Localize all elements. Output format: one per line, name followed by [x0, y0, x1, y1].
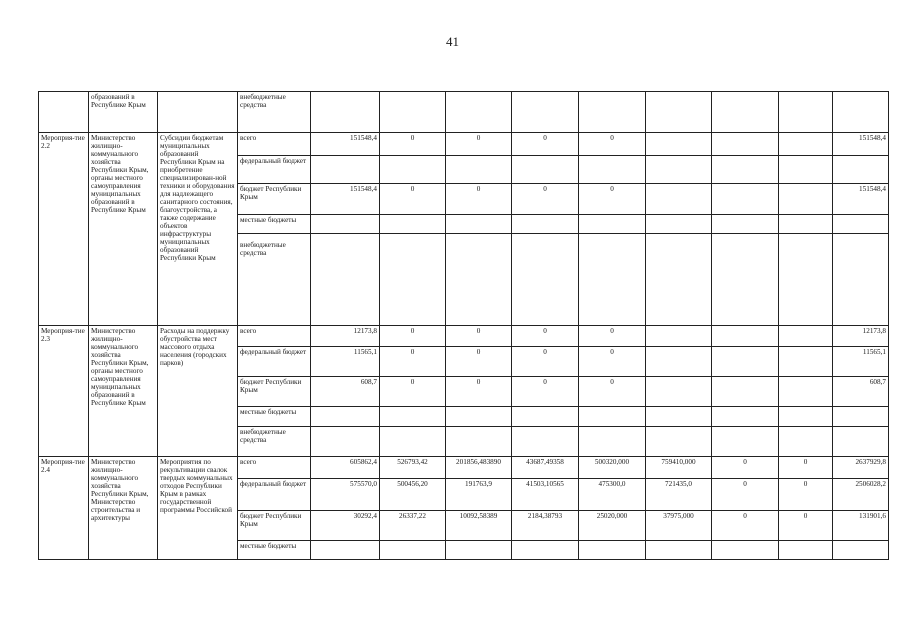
- funding-type-cell: всего: [238, 133, 311, 156]
- value-cell: 0: [512, 133, 579, 156]
- value-cell: [646, 133, 712, 156]
- sum-cell: 12173,8: [833, 326, 889, 347]
- value-cell: 37975,000: [646, 511, 712, 541]
- value-cell: 526793,42: [380, 457, 446, 479]
- activity-label: Мероприя-тие 2.3: [39, 326, 89, 457]
- total-cell: 575570,0: [311, 479, 380, 511]
- value-cell: 0: [579, 184, 646, 215]
- funding-type-cell: всего: [238, 457, 311, 479]
- value-cell: 759410,000: [646, 457, 712, 479]
- total-cell: 30292,4: [311, 511, 380, 541]
- value-cell: 0: [380, 326, 446, 347]
- value-cell: 26337,22: [380, 511, 446, 541]
- table-row: [39, 92, 889, 133]
- funding-type-cell: местные бюджеты: [238, 215, 311, 234]
- funding-type-cell: федеральный бюджет: [238, 479, 311, 511]
- page-number: 41: [446, 34, 459, 49]
- value-cell: 0: [579, 377, 646, 407]
- table-row: [39, 457, 889, 479]
- executor-cell: образований в Республике Крым: [89, 92, 158, 133]
- value-cell: [646, 184, 712, 215]
- activity-label: Мероприя-тие 2.2: [39, 133, 89, 326]
- value-cell: 721435,0: [646, 479, 712, 511]
- table-row: [39, 326, 889, 347]
- value-cell: 0: [380, 347, 446, 377]
- executor-cell: Министерство жилищно-коммунального хозяйства Республики Крым, Министерство строительства и архитектуры: [89, 457, 158, 560]
- value-cell: 0: [712, 511, 779, 541]
- sum-cell: 2506028,2: [833, 479, 889, 511]
- funding-type-cell: внебюджетные средства: [238, 427, 311, 457]
- value-cell: [712, 133, 779, 156]
- sum-cell: 151548,4: [833, 184, 889, 215]
- row-label-cell: [39, 92, 89, 133]
- executor-cell: Министерство жилищно-коммунального хозяйства Республики Крым, органы местного самоуправления муниципальных образований в Республике Крым: [89, 326, 158, 457]
- value-cell: 0: [380, 184, 446, 215]
- description-cell: Субсидии бюджетам муниципальных образований Республики Крым на приобретение специализирован-ной техники и оборудования для надлежащего санитарного состояния, благоустройства, а также содержание объектов инфраструктуры муниципальных образований Республики Крым: [158, 133, 238, 326]
- value-cell: 0: [512, 347, 579, 377]
- value-cell: 500320,000: [579, 457, 646, 479]
- value-cell: 0: [380, 133, 446, 156]
- value-cell: [712, 184, 779, 215]
- total-cell: 151548,4: [311, 133, 380, 156]
- value-cell: 201856,483890: [446, 457, 512, 479]
- value-cell: 0: [579, 326, 646, 347]
- total-cell: 12173,8: [311, 326, 380, 347]
- value-cell: 0: [512, 184, 579, 215]
- value-cell: 0: [446, 133, 512, 156]
- total-cell: 151548,4: [311, 184, 380, 215]
- value-cell: 475300,0: [579, 479, 646, 511]
- funding-table: [38, 91, 889, 560]
- description-cell: [158, 92, 238, 133]
- funding-type-cell: внебюджетные средства: [238, 92, 311, 133]
- value-cell: 0: [512, 377, 579, 407]
- value-cell: 41503,10565: [512, 479, 579, 511]
- sum-cell: 11565,1: [833, 347, 889, 377]
- value-cell: 500456,20: [380, 479, 446, 511]
- sum-cell: 151548,4: [833, 133, 889, 156]
- value-cell: [779, 133, 833, 156]
- value-cell: 0: [779, 457, 833, 479]
- funding-type-cell: федеральный бюджет: [238, 347, 311, 377]
- funding-type-cell: бюджет Республики Крым: [238, 511, 311, 541]
- value-cell: 0: [579, 133, 646, 156]
- funding-type-cell: внебюджетные средства: [238, 234, 311, 326]
- activity-label: Мероприя-тие 2.4: [39, 457, 89, 560]
- value-cell: 0: [779, 479, 833, 511]
- funding-type-cell: бюджет Республики Крым: [238, 377, 311, 407]
- executor-cell: Министерство жилищно-коммунального хозяйства Республики Крым, органы местного самоуправления муниципальных образований в Республике Крым: [89, 133, 158, 326]
- description-cell: Мероприятия по рекультивации свалок твердых коммунальных отходов Республики Крым в рамках государственной программы Российской: [158, 457, 238, 560]
- description-cell: Расходы на поддержку обустройства мест массового отдыха населения (городских парков): [158, 326, 238, 457]
- total-cell: 605862,4: [311, 457, 380, 479]
- value-cell: 0: [446, 184, 512, 215]
- value-cell: 0: [712, 479, 779, 511]
- sum-cell: 131901,6: [833, 511, 889, 541]
- table-row: [39, 133, 889, 156]
- funding-type-cell: местные бюджеты: [238, 541, 311, 560]
- funding-type-cell: федеральный бюджет: [238, 156, 311, 184]
- value-cell: 0: [446, 326, 512, 347]
- funding-type-cell: местные бюджеты: [238, 407, 311, 427]
- total-cell: 608,7: [311, 377, 380, 407]
- value-cell: 0: [512, 326, 579, 347]
- value-cell: [779, 184, 833, 215]
- funding-type-cell: бюджет Республики Крым: [238, 184, 311, 215]
- value-cell: 0: [446, 377, 512, 407]
- value-cell: 191763,9: [446, 479, 512, 511]
- value-cell: 43687,49358: [512, 457, 579, 479]
- value-cell: 10092,58389: [446, 511, 512, 541]
- sum-cell: 2637929,8: [833, 457, 889, 479]
- value-cell: 0: [779, 511, 833, 541]
- value-cell: 2184,38793: [512, 511, 579, 541]
- value-cell: 0: [579, 347, 646, 377]
- funding-type-cell: всего: [238, 326, 311, 347]
- value-cell: 0: [380, 377, 446, 407]
- sum-cell: 608,7: [833, 377, 889, 407]
- value-cell: 25020,000: [579, 511, 646, 541]
- value-cell: 0: [712, 457, 779, 479]
- value-cell: 0: [446, 347, 512, 377]
- total-cell: 11565,1: [311, 347, 380, 377]
